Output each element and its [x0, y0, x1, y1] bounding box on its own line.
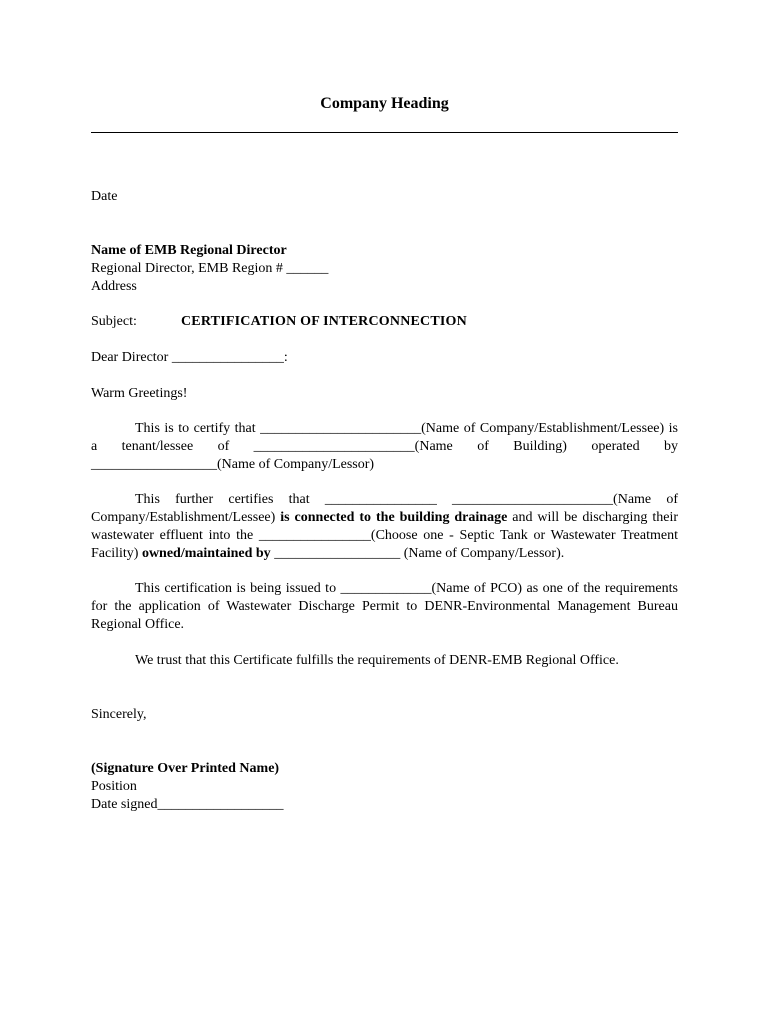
company-heading: Company Heading: [320, 95, 449, 112]
recipient-title: Regional Director, EMB Region # ______: [91, 261, 329, 276]
recipient-block: [91, 242, 678, 296]
paragraph-connection-part3: __________________ (Name of Company/Lessor).: [270, 546, 565, 561]
closing: Sincerely,: [91, 707, 147, 722]
paragraph-connection: [91, 491, 678, 563]
recipient-address: Address: [91, 279, 137, 294]
subject-text: CERTIFICATION OF INTERCONNECTION: [181, 314, 467, 329]
paragraph-connection-part1: This further certifies that ________________ _______________________(Name of Company/Establishment/Lessee): [91, 492, 678, 525]
subject-label: Subject:: [91, 314, 137, 329]
subject-line: [91, 313, 678, 331]
paragraph-connection-part2: and will be discharging their wastewater effluent into the ________________(Choose one - Septic Tank or Wastewater Treatment Facility): [91, 510, 679, 561]
paragraph-connection-bold1: is connected to the building drainage: [280, 510, 508, 525]
paragraph-trust: We trust that this Certificate fulfills the requirements of DENR-EMB Regional Office.: [135, 653, 619, 668]
greeting: Warm Greetings!: [91, 386, 188, 401]
signature-name: (Signature Over Printed Name): [91, 761, 280, 776]
paragraph-certify: This is to certify that _______________________(Name of Company/Establishment/Lessee) is a tenant/lessee of _______________________(Name of Building) operated by __________________(Name of Company/Lessor): [91, 421, 678, 472]
signature-date: Date signed__________________: [91, 797, 284, 812]
date-line: Date: [91, 189, 118, 204]
heading-rule: [91, 132, 678, 133]
recipient-name: Name of EMB Regional Director: [91, 243, 287, 258]
signature-block: [91, 760, 678, 814]
salutation: Dear Director ________________:: [91, 350, 288, 365]
paragraph-issuance: This certification is being issued to _____________(Name of PCO) as one of the requirements for the application of Wastewater Discharge Permit to DENR-Environmental Management Bureau Regional Office.: [91, 581, 678, 632]
signature-position: Position: [91, 779, 137, 794]
paragraph-connection-bold2: owned/maintained by: [141, 546, 271, 561]
